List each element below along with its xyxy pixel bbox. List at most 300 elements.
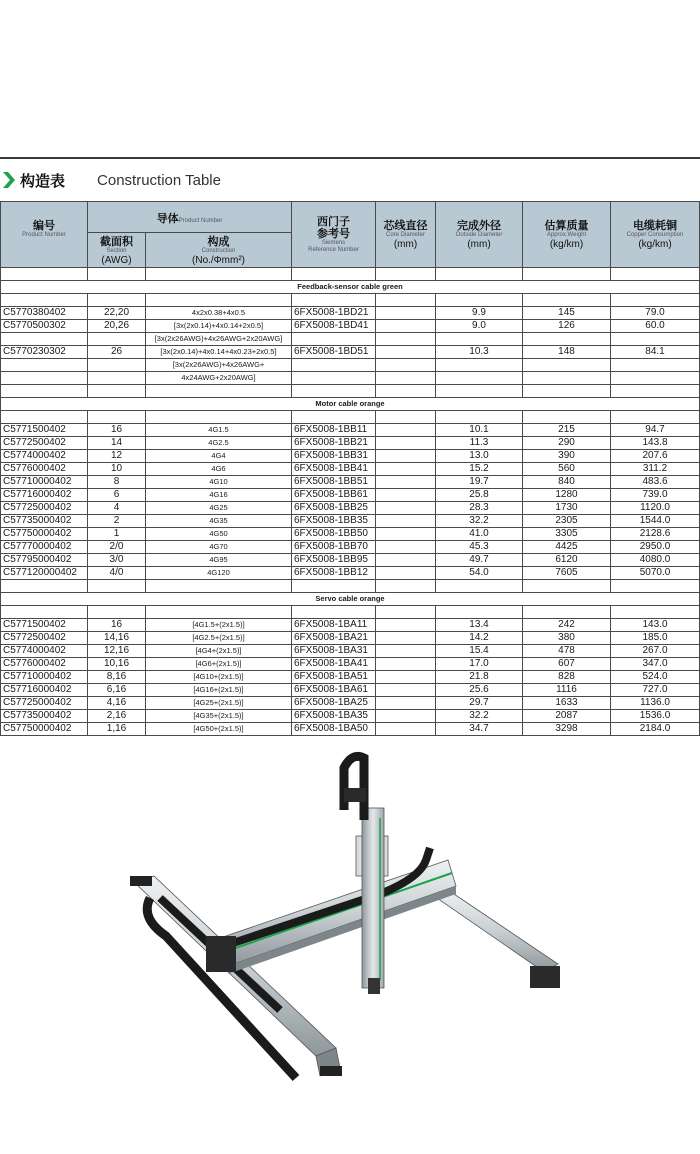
construction-cell: 4G10 [146,476,292,489]
weight-cell: 1730 [523,502,611,515]
empty-cell [292,411,376,424]
construction-table [0,201,700,736]
siemens-ref-cell: 6FX5008-1BB51 [292,476,376,489]
weight-cell: 1116 [523,684,611,697]
col-copper: 电缆耗铜 Copper Consumption (kg/km) [611,202,700,268]
section-cell: 12,16 [88,645,146,658]
construction-cell: 4G1.5 [146,424,292,437]
core-diameter-cell [376,333,436,346]
col-construction: 构成 Construction (No./Φmm²) [146,233,292,268]
blank-row [1,294,700,307]
empty-cell [146,294,292,307]
table-row [1,346,700,359]
core-diameter-cell [376,528,436,541]
core-diameter-cell [376,437,436,450]
empty-cell [376,580,436,593]
blank-row [1,606,700,619]
product-number-cell: C57716000402 [1,684,88,697]
siemens-ref-cell: 6FX5008-1BA11 [292,619,376,632]
empty-cell [611,606,700,619]
construction-cell: 4G70 [146,541,292,554]
product-number-cell: C5771500402 [1,424,88,437]
section-cell [88,372,146,385]
outside-diameter-cell: 28.3 [436,502,523,515]
core-diameter-cell [376,554,436,567]
empty-cell [88,580,146,593]
outside-diameter-cell: 21.8 [436,671,523,684]
siemens-ref-cell: 6FX5008-1BB50 [292,528,376,541]
core-diameter-cell [376,515,436,528]
outside-diameter-cell: 13.4 [436,619,523,632]
section-cell: 14 [88,437,146,450]
construction-cell: [3x(2x0.14)+4x0.14+4x0.23+2x0.5] [146,346,292,359]
siemens-ref-cell: 6FX5008-1BA50 [292,723,376,736]
core-diameter-cell [376,320,436,333]
table-row [1,684,700,697]
copper-cell: 347.0 [611,658,700,671]
empty-cell [146,606,292,619]
section-cell: 16 [88,424,146,437]
outside-diameter-cell: 9.9 [436,307,523,320]
product-number-cell: C5770500302 [1,320,88,333]
construction-cell: [4G25+(2x1.5)] [146,697,292,710]
section-cell: 12 [88,450,146,463]
product-number-cell: C57795000402 [1,554,88,567]
empty-cell [292,580,376,593]
outside-diameter-cell: 25.8 [436,489,523,502]
copper-cell: 311.2 [611,463,700,476]
table-row [1,515,700,528]
col-siemens-ref: 西门子 参考号 Siemens Reference Number [292,202,376,268]
empty-cell [88,411,146,424]
copper-cell: 79.0 [611,307,700,320]
table-row [1,528,700,541]
outside-diameter-cell: 49.7 [436,554,523,567]
construction-cell: [4G6+(2x1.5)] [146,658,292,671]
copper-cell: 739.0 [611,489,700,502]
core-diameter-cell [376,619,436,632]
siemens-ref-cell: 6FX5008-1BA51 [292,671,376,684]
empty-cell [523,268,611,281]
empty-cell [146,411,292,424]
product-number-cell: C5771500402 [1,619,88,632]
construction-cell: [4G2.5+(2x1.5)] [146,632,292,645]
copper-cell: 727.0 [611,684,700,697]
siemens-ref-cell: 6FX5008-1BB12 [292,567,376,580]
section-title: Servo cable orange [1,593,700,606]
table-row [1,554,700,567]
blank-row [1,411,700,424]
weight-cell: 7605 [523,567,611,580]
core-diameter-cell [376,684,436,697]
empty-cell [523,411,611,424]
top-divider [0,157,700,159]
weight-cell: 3305 [523,528,611,541]
core-diameter-cell [376,502,436,515]
construction-cell: [4G50+(2x1.5)] [146,723,292,736]
outside-diameter-cell: 45.3 [436,541,523,554]
col-core-diameter: 芯线直径 Core Diameter (mm) [376,202,436,268]
core-diameter-cell [376,346,436,359]
empty-cell [1,411,88,424]
outside-diameter-cell: 10.3 [436,346,523,359]
empty-cell [1,580,88,593]
construction-cell: 4G2.5 [146,437,292,450]
section-cell: 2 [88,515,146,528]
core-diameter-cell [376,632,436,645]
siemens-ref-cell: 6FX5008-1BD41 [292,320,376,333]
section-cell: 20,26 [88,320,146,333]
copper-cell: 1120.0 [611,502,700,515]
weight-cell [523,359,611,372]
weight-cell: 380 [523,632,611,645]
core-diameter-cell [376,476,436,489]
empty-cell [376,268,436,281]
copper-cell: 207.6 [611,450,700,463]
construction-cell: [4G35+(2x1.5)] [146,710,292,723]
empty-cell [611,294,700,307]
outside-diameter-cell: 54.0 [436,567,523,580]
copper-cell: 267.0 [611,645,700,658]
outside-diameter-cell: 41.0 [436,528,523,541]
product-number-cell: C57735000402 [1,515,88,528]
construction-cell: [4G4+(2x1.5)] [146,645,292,658]
siemens-ref-cell: 6FX5008-1BA31 [292,645,376,658]
weight-cell: 148 [523,346,611,359]
weight-cell: 840 [523,476,611,489]
weight-cell: 6120 [523,554,611,567]
table-row [1,619,700,632]
product-number-cell: C5770230302 [1,346,88,359]
siemens-ref-cell: 6FX5008-1BA61 [292,684,376,697]
copper-cell: 5070.0 [611,567,700,580]
core-diameter-cell [376,567,436,580]
empty-cell [1,606,88,619]
siemens-ref-cell: 6FX5008-1BD51 [292,346,376,359]
weight-cell: 1633 [523,697,611,710]
table-row [1,307,700,320]
product-number-cell: C57710000402 [1,671,88,684]
siemens-ref-cell: 6FX5008-1BA21 [292,632,376,645]
construction-cell: [3x(2x26AWG)+4x26AWG+ [146,359,292,372]
copper-cell: 143.8 [611,437,700,450]
construction-cell: [3x(2x0.14)+4x0.14+2x0.5] [146,320,292,333]
outside-diameter-cell: 10.1 [436,424,523,437]
empty-cell [1,385,88,398]
core-diameter-cell [376,372,436,385]
section-row [1,281,700,294]
table-body [1,268,700,736]
blank-row [1,268,700,281]
construction-cell: [4G16+(2x1.5)] [146,684,292,697]
siemens-ref-cell [292,333,376,346]
siemens-ref-cell [292,372,376,385]
table-row [1,463,700,476]
construction-cell: 4G50 [146,528,292,541]
empty-cell [292,268,376,281]
section-cell [88,359,146,372]
section-cell: 26 [88,346,146,359]
outside-diameter-cell: 32.2 [436,710,523,723]
construction-cell: 4x24AWG+2x20AWG] [146,372,292,385]
table-row [1,723,700,736]
copper-cell [611,359,700,372]
section-row [1,398,700,411]
product-number-cell: C57725000402 [1,502,88,515]
empty-cell [292,294,376,307]
product-number-cell: C5770380402 [1,307,88,320]
construction-cell: 4G6 [146,463,292,476]
empty-cell [436,411,523,424]
weight-cell: 390 [523,450,611,463]
siemens-ref-cell [292,359,376,372]
siemens-ref-cell: 6FX5008-1BB25 [292,502,376,515]
section-cell: 6 [88,489,146,502]
empty-cell [376,294,436,307]
construction-cell: 4G35 [146,515,292,528]
section-cell: 2,16 [88,710,146,723]
table-row [1,372,700,385]
product-number-cell: C57716000402 [1,489,88,502]
siemens-ref-cell: 6FX5008-1BA41 [292,658,376,671]
weight-cell: 2305 [523,515,611,528]
construction-cell: [4G1.5+(2x1.5)] [146,619,292,632]
heading-cn: 构造表 [20,172,66,190]
product-number-cell [1,359,88,372]
section-cell: 16 [88,619,146,632]
section-cell: 14,16 [88,632,146,645]
copper-cell: 1544.0 [611,515,700,528]
section-cell: 8,16 [88,671,146,684]
empty-cell [88,385,146,398]
table-row [1,333,700,346]
table-row [1,320,700,333]
section-cell: 4,16 [88,697,146,710]
col-product-number: 编号 Product Number [1,202,88,268]
col-conductor: 导体Product Number [88,202,292,233]
weight-cell: 215 [523,424,611,437]
empty-cell [376,385,436,398]
copper-cell: 2184.0 [611,723,700,736]
table-row [1,489,700,502]
outside-diameter-cell: 17.0 [436,658,523,671]
empty-cell [523,606,611,619]
section-heading [0,168,221,192]
product-number-cell: C577120000402 [1,567,88,580]
empty-cell [376,606,436,619]
product-number-cell: C57710000402 [1,476,88,489]
section-cell: 22,20 [88,307,146,320]
weight-cell [523,333,611,346]
blank-row [1,580,700,593]
siemens-ref-cell: 6FX5008-1BB31 [292,450,376,463]
empty-cell [436,606,523,619]
table-row [1,424,700,437]
construction-cell: [4G10+(2x1.5)] [146,671,292,684]
empty-cell [611,411,700,424]
empty-cell [1,294,88,307]
siemens-ref-cell: 6FX5008-1BB61 [292,489,376,502]
section-cell: 4/0 [88,567,146,580]
core-diameter-cell [376,489,436,502]
empty-cell [436,580,523,593]
product-number-cell: C5774000402 [1,645,88,658]
empty-cell [88,606,146,619]
section-cell: 1,16 [88,723,146,736]
product-number-cell: C57735000402 [1,710,88,723]
weight-cell: 126 [523,320,611,333]
copper-cell: 84.1 [611,346,700,359]
outside-diameter-cell: 15.4 [436,645,523,658]
section-cell: 3/0 [88,554,146,567]
table-row [1,671,700,684]
chevron-right-icon [2,171,16,189]
empty-cell [376,411,436,424]
weight-cell: 290 [523,437,611,450]
construction-cell: [3x(2x26AWG)+4x26AWG+2x20AWG] [146,333,292,346]
outside-diameter-cell: 9.0 [436,320,523,333]
siemens-ref-cell: 6FX5008-1BB21 [292,437,376,450]
weight-cell: 478 [523,645,611,658]
section-cell: 1 [88,528,146,541]
empty-cell [523,294,611,307]
copper-cell [611,333,700,346]
table-row [1,450,700,463]
copper-cell: 60.0 [611,320,700,333]
outside-diameter-cell: 11.3 [436,437,523,450]
copper-cell: 185.0 [611,632,700,645]
empty-cell [146,580,292,593]
col-weight: 估算质量 Approx.Weight (kg/km) [523,202,611,268]
table-row [1,502,700,515]
outside-diameter-cell [436,372,523,385]
empty-cell [611,580,700,593]
empty-cell [523,580,611,593]
siemens-ref-cell: 6FX5008-1BB11 [292,424,376,437]
table-row [1,476,700,489]
empty-cell [146,268,292,281]
construction-cell: 4G16 [146,489,292,502]
section-title: Feedback-sensor cable green [1,281,700,294]
core-diameter-cell [376,697,436,710]
construction-cell: 4G4 [146,450,292,463]
outside-diameter-cell: 34.7 [436,723,523,736]
copper-cell: 1136.0 [611,697,700,710]
empty-cell [436,294,523,307]
empty-cell [436,268,523,281]
weight-cell: 828 [523,671,611,684]
copper-cell: 524.0 [611,671,700,684]
copper-cell: 2128.6 [611,528,700,541]
weight-cell: 607 [523,658,611,671]
section-cell: 6,16 [88,684,146,697]
empty-cell [611,268,700,281]
siemens-ref-cell: 6FX5008-1BA25 [292,697,376,710]
siemens-ref-cell: 6FX5008-1BA35 [292,710,376,723]
weight-cell: 145 [523,307,611,320]
product-number-cell: C5772500402 [1,632,88,645]
siemens-ref-cell: 6FX5008-1BB35 [292,515,376,528]
product-number-cell: C5776000402 [1,658,88,671]
empty-cell [523,385,611,398]
weight-cell: 560 [523,463,611,476]
core-diameter-cell [376,723,436,736]
product-number-cell: C57770000402 [1,541,88,554]
weight-cell: 242 [523,619,611,632]
table-row [1,710,700,723]
table-row [1,541,700,554]
outside-diameter-cell [436,333,523,346]
copper-cell: 143.0 [611,619,700,632]
product-number-cell: C5772500402 [1,437,88,450]
outside-diameter-cell: 32.2 [436,515,523,528]
core-diameter-cell [376,541,436,554]
table-row [1,645,700,658]
empty-cell [146,385,292,398]
empty-cell [436,385,523,398]
table-row [1,632,700,645]
section-cell: 2/0 [88,541,146,554]
table-row [1,437,700,450]
section-cell: 10 [88,463,146,476]
gantry-robot-illustration [130,748,570,1098]
empty-cell [88,268,146,281]
section-cell: 10,16 [88,658,146,671]
product-number-cell: C5776000402 [1,463,88,476]
product-number-cell [1,333,88,346]
blank-row [1,385,700,398]
siemens-ref-cell: 6FX5008-1BB41 [292,463,376,476]
weight-cell: 2087 [523,710,611,723]
core-diameter-cell [376,359,436,372]
copper-cell [611,372,700,385]
copper-cell: 4080.0 [611,554,700,567]
core-diameter-cell [376,658,436,671]
weight-cell: 4425 [523,541,611,554]
core-diameter-cell [376,424,436,437]
outside-diameter-cell: 19.7 [436,476,523,489]
copper-cell: 94.7 [611,424,700,437]
outside-diameter-cell: 14.2 [436,632,523,645]
outside-diameter-cell: 15.2 [436,463,523,476]
outside-diameter-cell [436,359,523,372]
empty-cell [292,385,376,398]
product-number-cell: C57750000402 [1,528,88,541]
construction-cell: 4G95 [146,554,292,567]
copper-cell: 2950.0 [611,541,700,554]
table-row [1,359,700,372]
weight-cell: 1280 [523,489,611,502]
heading-en: Construction Table [97,171,221,189]
table-row [1,567,700,580]
section-row [1,593,700,606]
outside-diameter-cell: 25.6 [436,684,523,697]
construction-cell: 4G120 [146,567,292,580]
weight-cell: 3298 [523,723,611,736]
empty-cell [1,268,88,281]
section-cell: 4 [88,502,146,515]
siemens-ref-cell: 6FX5008-1BB95 [292,554,376,567]
section-cell: 8 [88,476,146,489]
col-section: 截面积 Section (AWG) [88,233,146,268]
empty-cell [611,385,700,398]
product-number-cell: C5774000402 [1,450,88,463]
core-diameter-cell [376,463,436,476]
siemens-ref-cell: 6FX5008-1BD21 [292,307,376,320]
section-cell [88,333,146,346]
product-number-cell: C57725000402 [1,697,88,710]
empty-cell [88,294,146,307]
